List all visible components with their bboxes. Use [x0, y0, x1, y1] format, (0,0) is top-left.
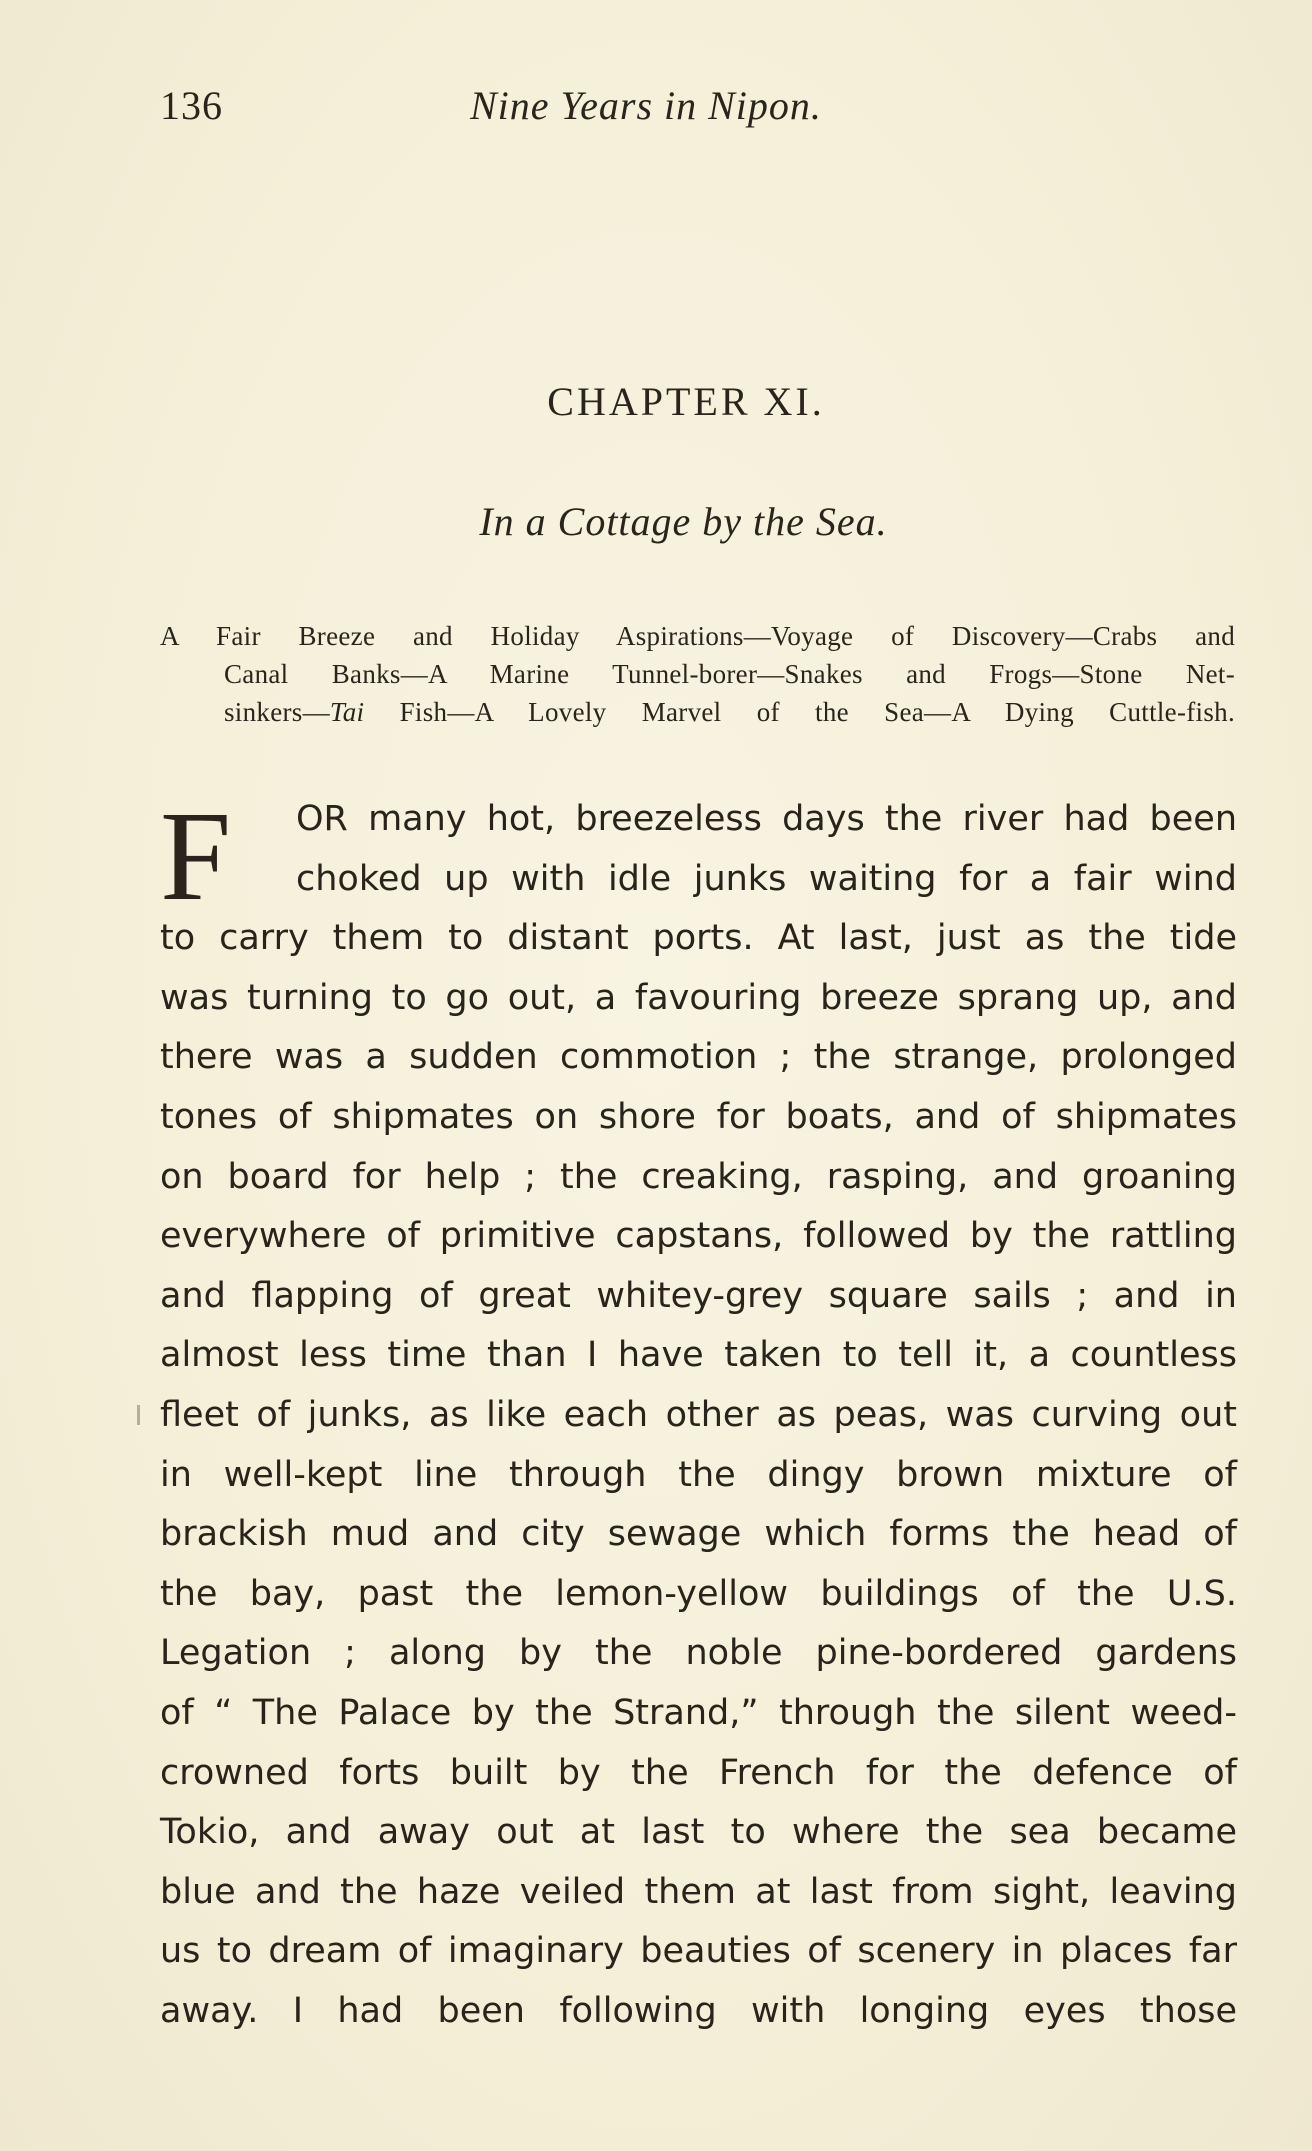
body-line: and flapping of great whitey-grey square sails ; and in	[160, 1275, 1237, 1316]
synopsis-text: sinkers—	[224, 697, 330, 727]
running-head	[160, 82, 1240, 142]
body-line: Legation ; along by the noble pine-bordered gardens	[160, 1633, 1237, 1674]
chapter-number: CHAPTER XI.	[547, 379, 825, 424]
body-line: was turning to go out, a favouring breeze sprang up, and	[160, 977, 1237, 1018]
synopsis-line	[224, 693, 1235, 731]
page-number: 136	[160, 83, 223, 128]
body-line: fleet of junks, as like each other as peas, was curving out	[160, 1394, 1237, 1435]
synopsis-line: A Fair Breeze and Holiday Aspirations—Voyage of Discovery—Crabs and	[160, 621, 1235, 651]
body-line: us to dream of imaginary beauties of scenery in places far	[160, 1931, 1237, 1972]
body-line: of “ The Palace by the Strand,” through the silent weed-	[160, 1692, 1237, 1733]
drop-cap: F	[160, 785, 232, 927]
synopsis-text: Fish—A Lovely Marvel of the Sea—A Dying Cuttle-fish.	[364, 697, 1235, 727]
body-line: brackish mud and city sewage which forms the head of	[160, 1514, 1237, 1555]
synopsis-italic-word: Tai	[329, 697, 365, 727]
body-line: Tokio, and away out at last to where the sea became	[160, 1812, 1237, 1853]
chapter-title: In a Cottage by the Sea.	[479, 499, 888, 544]
body-line: blue and the haze veiled them at last from sight, leaving	[160, 1871, 1237, 1912]
body-line: choked up with idle junks waiting for a fair wind	[296, 858, 1237, 899]
body-line: everywhere of primitive capstans, followed by the rattling	[160, 1216, 1237, 1257]
body-line: there was a sudden commotion ; the strange, prolonged	[160, 1037, 1237, 1078]
body-line: almost less time than I have taken to tell it, a countless	[160, 1335, 1237, 1376]
body-line: OR many hot, breezeless days the river had been	[296, 799, 1237, 839]
body-line: crowned forts built by the French for the defence of	[160, 1752, 1237, 1793]
body-line: to carry them to distant ports. At last, just as the tide	[160, 918, 1237, 959]
body-text	[160, 785, 1237, 2041]
body-line: the bay, past the lemon-yellow buildings of the U.S.	[160, 1573, 1237, 1614]
synopsis-line: Canal Banks—A Marine Tunnel-borer—Snakes and Frogs—Stone Net-	[224, 659, 1235, 689]
running-title: Nine Years in Nipon.	[470, 83, 822, 128]
body-line: tones of shipmates on shore for boats, and of shipmates	[160, 1096, 1237, 1137]
body-line: on board for help ; the creaking, rasping, and groaning	[160, 1156, 1237, 1197]
body-line: away. I had been following with longing eyes those	[160, 1990, 1237, 2031]
body-line: in well-kept line through the dingy brown mixture of	[160, 1454, 1237, 1495]
print-blemish	[137, 1405, 140, 1425]
chapter-synopsis	[160, 617, 1235, 731]
